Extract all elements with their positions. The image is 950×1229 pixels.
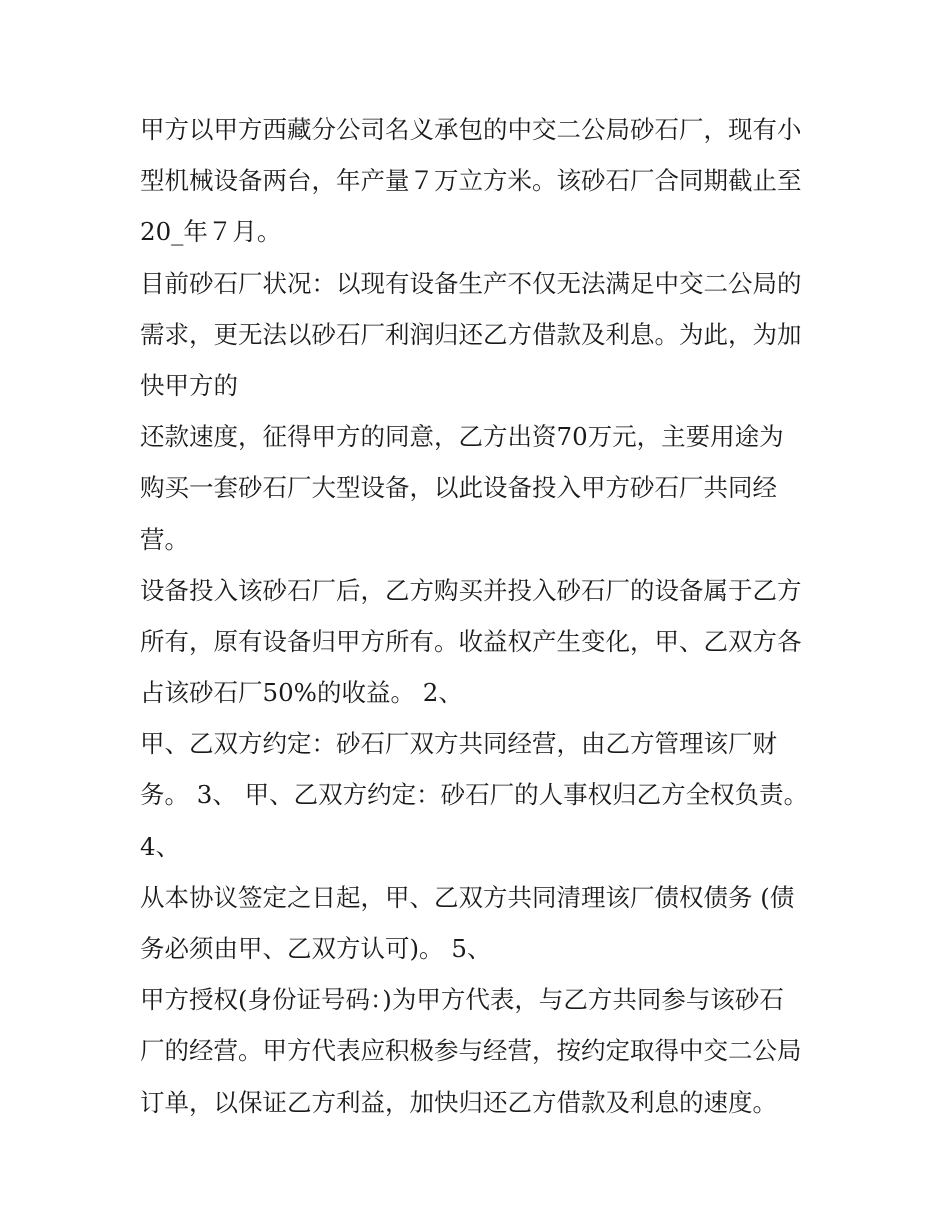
text-line-1: 甲方以甲方西藏分公司名义承包的中交二公局砂石厂，现有小 (140, 115, 802, 144)
text-line-10: 设备投入该砂石厂后，乙方购买并投入砂石厂的设备属于乙方 (140, 575, 802, 605)
text-line-11: 所有，原有设备归甲方所有。收益权产生变化，甲、乙双方各 (140, 626, 802, 656)
text-line-17: 务必须由甲、乙双方认可)。 5、 (140, 934, 492, 963)
text-line-9: 营。 (140, 524, 189, 554)
text-line-20: 订单，以保证乙方利益，加快归还乙方借款及利息的速度。 (140, 1087, 777, 1117)
text-line-6: 快甲方的 (140, 370, 238, 400)
text-line-14: 务。 3、 甲、乙双方约定：砂石厂的人事权归乙方全权负责。 (140, 780, 809, 810)
text-line-4: 目前砂石厂状况：以现有设备生产不仅无法满足中交二公局的 (140, 268, 802, 298)
text-line-7: 还款速度，征得甲方的同意，乙方出资70万元，主要用途为 (140, 422, 784, 452)
text-line-13: 甲、乙双方约定：砂石厂双方共同经营，由乙方管理该厂财 (140, 729, 777, 759)
text-line-18: 甲方授权(身份证号码：)为甲方代表，与乙方共同参与该砂石 (140, 985, 784, 1015)
text-line-2: 型机械设备两台，年产量７万立方米。该砂石厂合同期截止至 (140, 166, 802, 196)
text-line-19: 厂的经营。甲方代表应积极参与经营，按约定取得中交二公局 (140, 1036, 802, 1066)
text-line-16: 从本协议签定之日起，甲、乙双方共同清理该厂债权债务 (债 (140, 882, 795, 912)
text-line-12: 占该砂石厂50%的收益。 2、 (140, 678, 463, 708)
document-body (140, 104, 820, 1128)
text-line-8: 购买一套砂石厂大型设备，以此设备投入甲方砂石厂共同经 (140, 473, 777, 503)
text-line-3: 20_年７月。 (140, 217, 282, 247)
text-line-15: 4、 (140, 831, 181, 861)
text-line-5: 需求，更无法以砂石厂利润归还乙方借款及利息。为此，为加 (140, 319, 802, 349)
